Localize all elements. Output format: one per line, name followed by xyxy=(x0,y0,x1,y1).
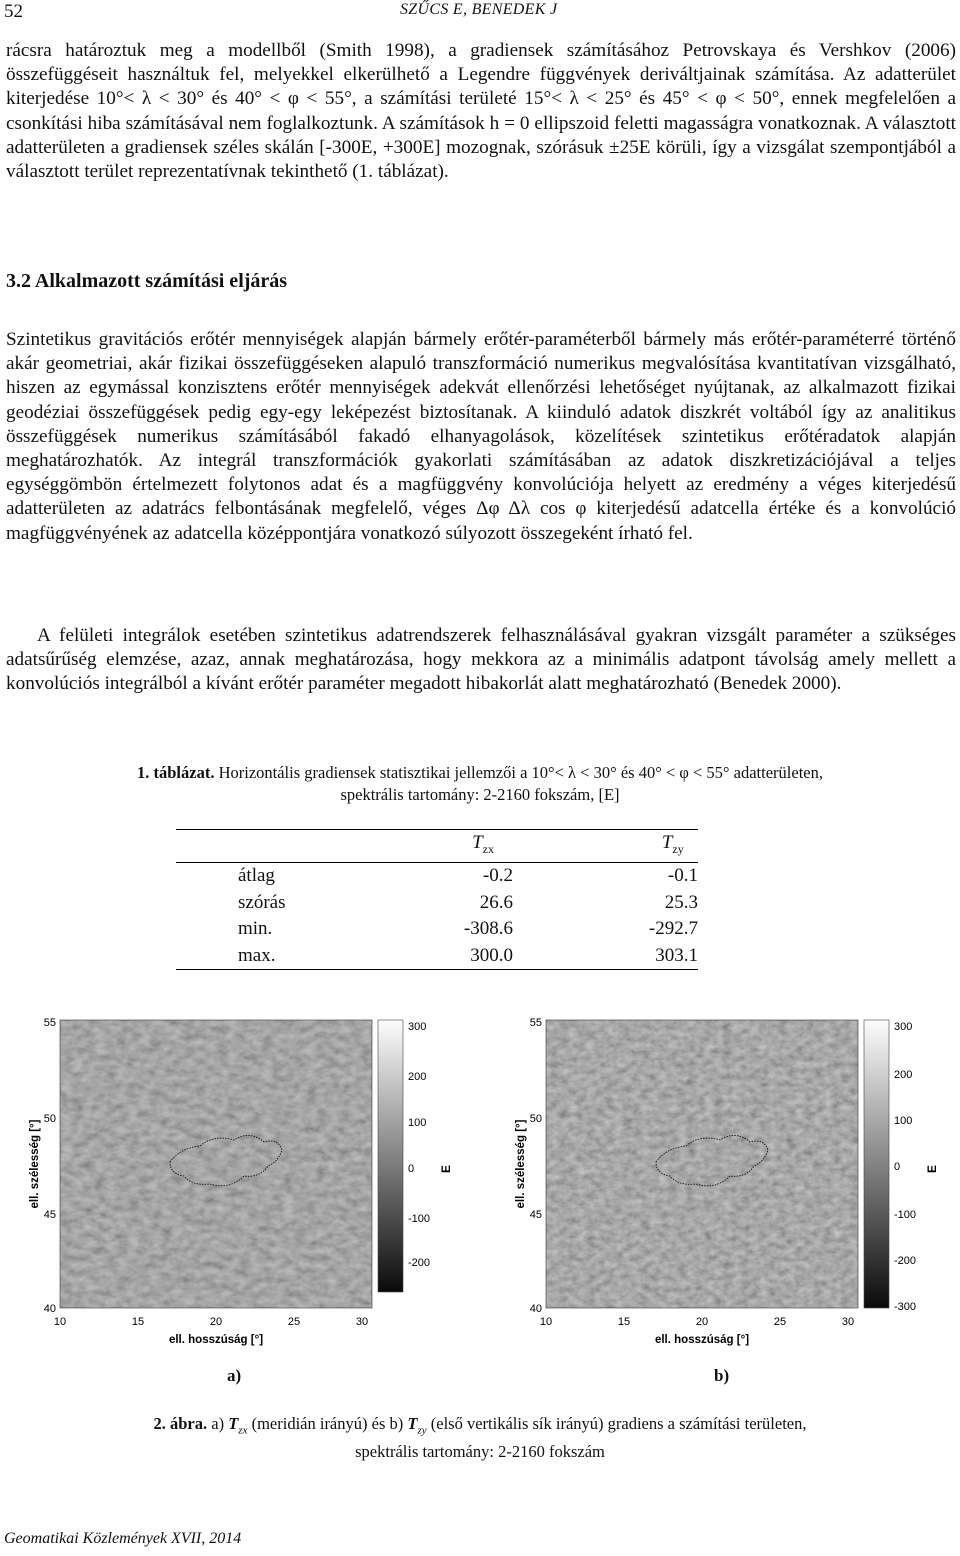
svg-text:55: 55 xyxy=(43,1017,56,1029)
table-header-tzx: $T_{zx}$ xyxy=(358,830,513,863)
figure-caption: 2. ábra. a) $T_{zx}$ (meridián irányú) és b) $T_{zy}$ (első vertikális sík irányú) gradiens a számítási területen, spektrális tartomány: 2-2160 fokszám xyxy=(0,1413,960,1463)
x-axis-a xyxy=(54,1316,368,1346)
svg-text:300: 300 xyxy=(894,1021,913,1033)
figure-panel-b xyxy=(514,1012,954,1347)
table-caption-line2: spektrális tartomány: 2-2160 fokszám, [E] xyxy=(340,785,620,804)
y-axis-a xyxy=(29,1017,56,1315)
svg-text:0: 0 xyxy=(894,1161,901,1173)
svg-text:25: 25 xyxy=(287,1316,301,1328)
map-image-a xyxy=(60,1020,372,1308)
table-header-tzy: $T_{zy}$ xyxy=(513,830,698,863)
svg-text:15: 15 xyxy=(131,1316,145,1328)
table-row: max. 300.0 303.1 xyxy=(176,943,698,970)
colorbar-unit-b: E xyxy=(925,1164,939,1174)
running-head-authors: SZŰCS E, BENEDEK J xyxy=(400,1,558,18)
y-axis-label-a: ell. szélesség [°] xyxy=(29,1119,41,1209)
journal-footer: Geomatikai Közlemények XVII, 2014 xyxy=(4,1530,242,1547)
svg-text:-200: -200 xyxy=(408,1257,431,1269)
svg-text:25: 25 xyxy=(773,1316,787,1328)
svg-text:50: 50 xyxy=(43,1113,56,1125)
subfigure-label-a: a) xyxy=(227,1366,242,1385)
figure-panel-a xyxy=(28,1012,468,1347)
table-row: szórás 26.6 25.3 xyxy=(238,891,698,913)
y-axis-b xyxy=(515,1017,542,1315)
map-image-b xyxy=(546,1020,858,1308)
svg-text:300: 300 xyxy=(408,1021,427,1033)
table-header-cell xyxy=(176,830,358,863)
table-caption-label: 1. táblázat. xyxy=(137,763,215,782)
figure-caption-label: 2. ábra. xyxy=(153,1414,208,1433)
colorbar-unit-a: E xyxy=(439,1164,453,1174)
x-axis-label-a: ell. hosszúság [°] xyxy=(168,1334,264,1346)
section-heading: 3.2 Alkalmazott számítási eljárás xyxy=(6,270,288,292)
table-caption-text: Horizontális gradiensek statisztikai jellemzői a 10°< λ < 30° és 40° < φ < 55° adatterületen, xyxy=(214,763,823,782)
subfigure-label-b: b) xyxy=(714,1366,730,1385)
svg-text:30: 30 xyxy=(841,1316,855,1328)
svg-text:20: 20 xyxy=(209,1316,223,1328)
page-number: 52 xyxy=(4,1,23,22)
svg-text:10: 10 xyxy=(539,1316,553,1328)
svg-text:0: 0 xyxy=(408,1163,415,1175)
x-axis-b xyxy=(540,1316,854,1346)
paragraph-1: rácsra határoztuk meg a modellből (Smith 1998), a gradiensek számításához Petrovskaya és Vershkov (2006) összefüggéseit használtuk fel, melyekkel elkerülhető a Legendre függvények deriváltjainak számítása. Az adatterület kiterjedése 10°< λ < 30° és 40° < φ < 55°, a számítási területé 15°< λ < 25° és 45° < φ < 50°, ennek megfelelően a csonkítási hiba számításával nem foglalkoztunk. A számítások h = 0 ellipszoid feletti magasságra vonatkoznak. A választott adatterületen a gradiensek széles skálán [-300E, +300E] mozognak, szórásuk ±25E körüli, így a vizsgálat szempontjából a választott terület reprezentatívnak tekinthető (1. táblázat). xyxy=(6,40,956,183)
svg-text:45: 45 xyxy=(529,1209,542,1221)
svg-text:20: 20 xyxy=(695,1316,709,1328)
svg-text:50: 50 xyxy=(529,1113,542,1125)
paragraph-2: Szintetikus gravitációs erőtér mennyiségek alapján bármely erőtér-paraméterből bármely más erőtér-paraméterré történő akár geometriai, akár fizikai összefüggéseken alapuló transzformáció numerikus megvalósítása kvantitatívan vizsgálható, hiszen az egymással konzisztens erőtér mennyiségek adekvát ellenőrzési lehetőséget nyújtanak, az alkalmazott fizikai geodéziai összefüggések pedig egy-egy leképezést biztosítanak. A kiinduló adatok diszkrét voltából így az analitikus összefüggések numerikus számításából fakadó elhanyagolások, közelítések szintetikus erőtéradatok alapján meghatározhatók. Az integrál transzformációk gyakorlati számításában az adatok diszkretizációjával a teljes egységgömbön értelmezett folytonos adat és a magfüggvény konvolúciója helyett az eredmény a véges kiterjedésű adatterületen az adatrács felbontásának megfelelő, véges Δφ Δλ cos φ kiterjedésű adatcella értéke és a konvolúció magfüggvényének az adatcella középpontjára vonatkozó súlyozott összegeként írható fel. xyxy=(6,329,956,544)
svg-text:40: 40 xyxy=(43,1303,56,1315)
colorbar-a xyxy=(378,1020,453,1292)
colorbar-b xyxy=(864,1020,939,1313)
svg-text:100: 100 xyxy=(408,1117,427,1129)
table-caption xyxy=(0,762,960,806)
table-row: átlag -0.2 -0.1 xyxy=(238,865,698,887)
svg-text:40: 40 xyxy=(529,1303,542,1315)
svg-text:55: 55 xyxy=(529,1017,542,1029)
paragraph-3: A felületi integrálok esetében szintetikus adatrendszerek felhasználásával gyakran vizsgált paraméter a szükséges adatsűrűség elemzése, azaz, annak meghatározása, hogy mekkora az a minimális adatpont távolság amely mellett a konvolúciós integrálból a kívánt erőtér paraméter megadott hibakorlát alatt meghatározható (Benedek 2000). xyxy=(6,625,956,695)
figure-caption-line2: spektrális tartomány: 2-2160 fokszám xyxy=(355,1442,605,1462)
svg-text:30: 30 xyxy=(355,1316,369,1328)
running-header xyxy=(0,0,960,24)
svg-text:15: 15 xyxy=(617,1316,631,1328)
svg-text:-200: -200 xyxy=(894,1255,917,1267)
svg-text:200: 200 xyxy=(408,1071,427,1083)
svg-text:100: 100 xyxy=(894,1115,913,1127)
y-axis-label-b: ell. szélesség [°] xyxy=(515,1119,527,1209)
table-row: min. -308.6 -292.7 xyxy=(238,918,698,940)
table-header-row xyxy=(176,830,698,863)
svg-text:10: 10 xyxy=(53,1316,67,1328)
statistics-table xyxy=(176,829,698,970)
svg-text:200: 200 xyxy=(894,1069,913,1081)
svg-text:-300: -300 xyxy=(894,1301,917,1313)
svg-text:-100: -100 xyxy=(894,1209,917,1221)
svg-text:45: 45 xyxy=(43,1209,56,1221)
x-axis-label-b: ell. hosszúság [°] xyxy=(654,1334,750,1346)
svg-text:-100: -100 xyxy=(408,1213,431,1225)
